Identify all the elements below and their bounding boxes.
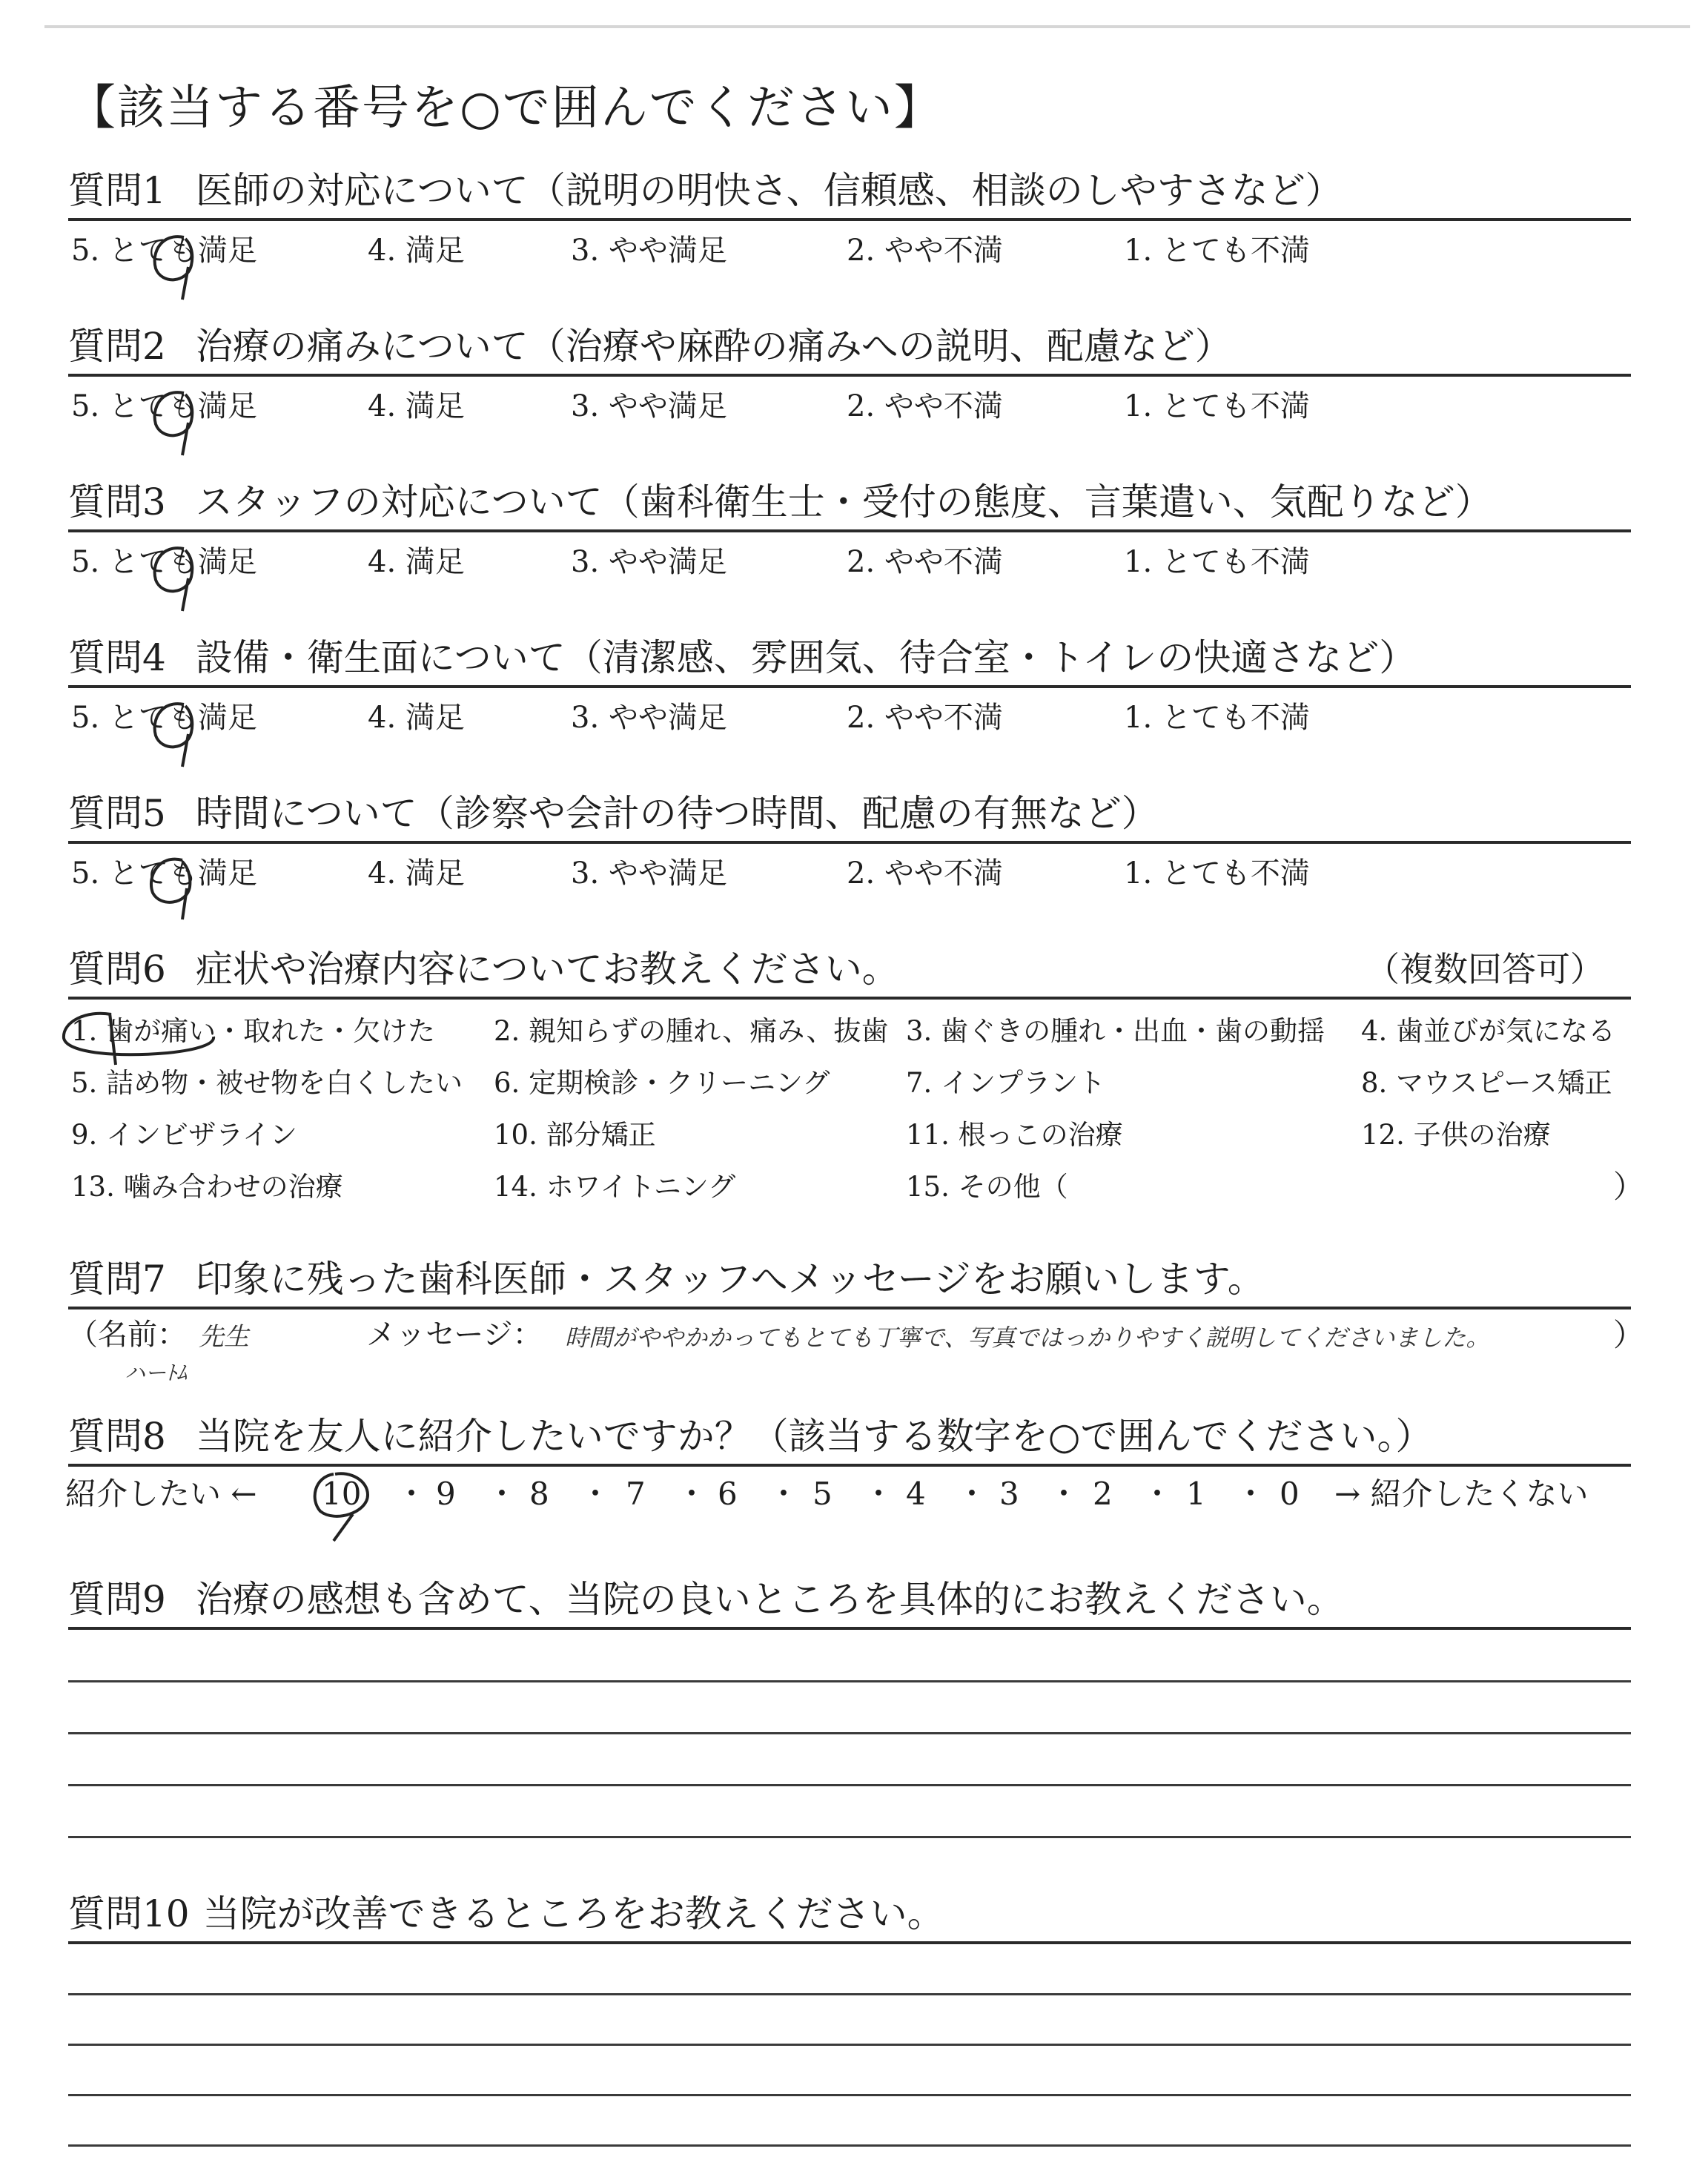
answer-line[interactable]	[68, 1732, 1631, 1734]
q5-option-3[interactable]: 3. やや満足	[571, 856, 727, 891]
question-10-heading	[68, 1892, 944, 1935]
rule	[68, 841, 1631, 844]
q2-option-2[interactable]: 2. やや不満	[847, 389, 1003, 423]
q4-option-5[interactable]: 5. とても満足	[71, 701, 257, 735]
selection-circle-mark	[145, 690, 212, 771]
question-number: 質問6	[68, 948, 166, 991]
scale-6[interactable]: 6	[718, 1476, 738, 1512]
selection-circle-mark	[145, 534, 212, 615]
scale-9[interactable]: 9	[436, 1476, 456, 1512]
rule	[68, 218, 1631, 221]
q3-option-1[interactable]: 1. とても不満	[1124, 545, 1310, 579]
name-label: （名前：	[68, 1318, 187, 1352]
question-text: 時間について（診察や会計の待つ時間、配慮の有無など）	[195, 792, 1159, 835]
question-5-heading	[68, 792, 1159, 835]
question-number: 質問7	[68, 1258, 166, 1301]
q6-option-5[interactable]: 5. 詰め物・被せ物を白くしたい	[71, 1067, 463, 1099]
question-number: 質問8	[68, 1415, 166, 1458]
page-title: 【該当する番号を○で囲んでください】	[68, 81, 943, 136]
scale-5[interactable]: 5	[812, 1476, 833, 1512]
q4-option-2[interactable]: 2. やや不満	[847, 701, 1003, 735]
question-3-heading	[68, 480, 1492, 524]
recommend-right-label: → 紹介したくない	[1334, 1476, 1589, 1512]
selection-circle-mark	[145, 378, 212, 460]
scale-3[interactable]: 3	[999, 1476, 1019, 1512]
scale-separator: ・	[486, 1476, 518, 1512]
top-border	[44, 25, 1690, 28]
rule	[68, 374, 1631, 377]
question-text: 治療の痛みについて（治療や麻酔の痛みへの説明、配慮など）	[195, 325, 1232, 368]
scale-4[interactable]: 4	[906, 1476, 926, 1512]
q6-option-11[interactable]: 11. 根っこの治療	[906, 1119, 1123, 1151]
q6-option-3[interactable]: 3. 歯ぐきの腫れ・出血・歯の動揺	[906, 1015, 1325, 1047]
question-number: 質問10	[68, 1892, 190, 1935]
answer-line[interactable]	[68, 1784, 1631, 1786]
question-7-heading	[68, 1258, 1265, 1301]
question-text: スタッフの対応について（歯科衛生士・受付の態度、言葉遣い、気配りなど）	[195, 480, 1492, 524]
rule	[68, 1307, 1631, 1309]
answer-line[interactable]	[68, 1836, 1631, 1838]
q6-option-10[interactable]: 10. 部分矯正	[494, 1119, 656, 1151]
q5-option-1[interactable]: 1. とても不満	[1124, 856, 1310, 891]
q3-option-3[interactable]: 3. やや満足	[571, 545, 727, 579]
answer-line[interactable]	[68, 2044, 1631, 2046]
selection-circle-mark	[56, 1001, 227, 1068]
q2-option-4[interactable]: 4. 満足	[368, 389, 465, 423]
q6-option-9[interactable]: 9. インビザライン	[71, 1119, 297, 1151]
q1-option-3[interactable]: 3. やや満足	[571, 234, 727, 268]
answer-line[interactable]	[68, 2094, 1631, 2096]
question-number: 質問2	[68, 325, 166, 368]
q3-option-4[interactable]: 4. 満足	[368, 545, 465, 579]
q2-option-1[interactable]: 1. とても不満	[1124, 389, 1310, 423]
message-label: メッセージ：	[366, 1318, 543, 1352]
question-number: 質問3	[68, 480, 166, 524]
q4-option-3[interactable]: 3. やや満足	[571, 701, 727, 735]
name-handwriting: 先生	[199, 1322, 249, 1352]
scale-10[interactable]: 10	[322, 1476, 362, 1512]
q6-option-6[interactable]: 6. 定期検診・クリーニング	[494, 1067, 830, 1099]
question-text: 当院が改善できるところをお教えください。	[202, 1892, 944, 1935]
rule	[68, 1627, 1631, 1630]
scale-separator: ・	[396, 1476, 428, 1512]
scale-separator: ・	[580, 1476, 612, 1512]
scale-0[interactable]: 0	[1280, 1476, 1300, 1512]
q1-option-4[interactable]: 4. 満足	[368, 234, 465, 268]
scale-1[interactable]: 1	[1186, 1476, 1206, 1512]
q6-option-7[interactable]: 7. インプラント	[906, 1067, 1106, 1099]
question-2-heading	[68, 325, 1232, 368]
question-text: 当院を友人に紹介したいですか？（該当する数字を○で囲んでください。）	[195, 1415, 1433, 1458]
scale-7[interactable]: 7	[626, 1476, 646, 1512]
scale-separator: ・	[956, 1476, 988, 1512]
question-1-heading	[68, 169, 1343, 212]
answer-line[interactable]	[68, 1993, 1631, 1995]
scale-separator: ・	[1048, 1476, 1080, 1512]
q6-option-15[interactable]: 15. その他（	[906, 1171, 1068, 1203]
multiple-answers-note: （複数回答可）	[1366, 949, 1604, 989]
question-number: 質問5	[68, 792, 166, 835]
name-handwriting-2: ハーﾄﾑ	[125, 1361, 188, 1385]
rule	[68, 1464, 1631, 1467]
q5-option-2[interactable]: 2. やや不満	[847, 856, 1003, 891]
q6-option-8[interactable]: 8. マウスピース矯正	[1361, 1067, 1612, 1099]
scale-separator: ・	[1235, 1476, 1267, 1512]
q6-other-close-paren: ）	[1613, 1169, 1645, 1205]
question-number: 質問4	[68, 636, 166, 679]
scale-separator: ・	[676, 1476, 708, 1512]
q5-option-4[interactable]: 4. 満足	[368, 856, 465, 891]
rule	[68, 529, 1631, 532]
q2-option-3[interactable]: 3. やや満足	[571, 389, 727, 423]
rule	[68, 1941, 1631, 1944]
q3-option-2[interactable]: 2. やや不満	[847, 545, 1003, 579]
question-8-heading	[68, 1415, 1433, 1458]
q1-option-5[interactable]: 5. とても満足	[71, 234, 257, 268]
q1-option-1[interactable]: 1. とても不満	[1124, 234, 1310, 268]
q3-option-5[interactable]: 5. とても満足	[71, 545, 257, 579]
q6-option-2[interactable]: 2. 親知らずの腫れ、痛み、抜歯	[494, 1015, 889, 1047]
rule	[68, 997, 1631, 1000]
question-text: 治療の感想も含めて、当院の良いところを具体的にお教えください。	[195, 1578, 1344, 1621]
q4-option-1[interactable]: 1. とても不満	[1124, 701, 1310, 735]
question-text: 設備・衛生面について（清潔感、雰囲気、待合室・トイレの快適さなど）	[195, 636, 1417, 679]
scale-8[interactable]: 8	[529, 1476, 549, 1512]
question-text: 印象に残った歯科医師・スタッフへメッセージをお願いします。	[195, 1258, 1265, 1301]
q4-option-4[interactable]: 4. 満足	[368, 701, 465, 735]
question-9-heading	[68, 1578, 1344, 1621]
rule	[68, 685, 1631, 688]
selection-circle-mark	[145, 222, 212, 304]
q6-option-4[interactable]: 4. 歯並びが気になる	[1361, 1015, 1616, 1047]
question-text: 症状や治療内容についてお教えください。	[195, 948, 899, 991]
q6-option-12[interactable]: 12. 子供の治療	[1361, 1119, 1551, 1151]
q5-option-5[interactable]: 5. とても満足	[71, 856, 257, 891]
recommend-left-label: 紹介したい ←	[65, 1476, 257, 1512]
question-6-heading	[68, 948, 899, 991]
scale-2[interactable]: 2	[1093, 1476, 1113, 1512]
answer-line[interactable]	[68, 1680, 1631, 1682]
q6-option-13[interactable]: 13. 噛み合わせの治療	[71, 1171, 343, 1203]
answer-line[interactable]	[68, 2144, 1631, 2147]
q7-close-paren: ）	[1613, 1317, 1645, 1353]
question-number: 質問9	[68, 1578, 166, 1621]
q1-option-2[interactable]: 2. やや不満	[847, 234, 1003, 268]
selection-circle-mark	[308, 1467, 383, 1548]
scale-separator: ・	[1142, 1476, 1174, 1512]
question-4-heading	[68, 636, 1417, 679]
q2-option-5[interactable]: 5. とても満足	[71, 389, 257, 423]
q6-option-1[interactable]: 1. 歯が痛い・取れた・欠けた	[71, 1015, 436, 1047]
scale-separator: ・	[768, 1476, 800, 1512]
q6-option-14[interactable]: 14. ホワイトニング	[494, 1171, 736, 1203]
message-handwriting: 時間がややかかってもとても丁寧で、写真ではっかりやすく説明してくださいました。	[565, 1324, 1490, 1352]
question-text: 医師の対応について（説明の明快さ、信頼感、相談のしやすさなど）	[195, 169, 1343, 212]
scale-separator: ・	[863, 1476, 895, 1512]
selection-circle-mark	[141, 845, 215, 927]
question-number: 質問1	[68, 169, 166, 212]
